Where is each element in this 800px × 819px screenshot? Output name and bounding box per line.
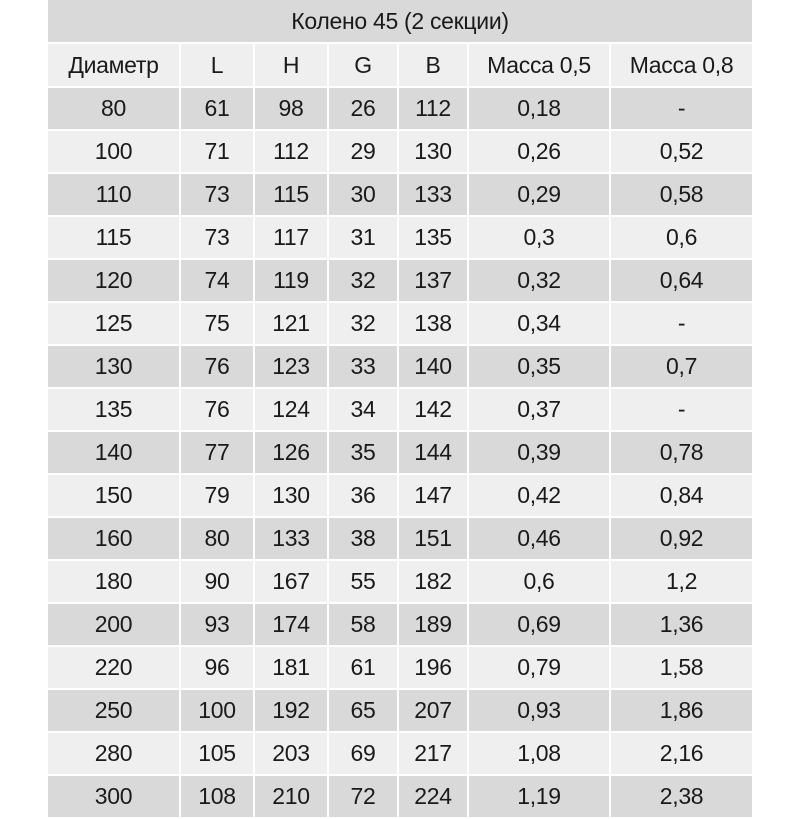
cell-mass-08: 0,64 — [610, 259, 752, 302]
cell-mass-05: 0,69 — [468, 603, 610, 646]
cell-b: 130 — [398, 130, 468, 173]
cell-l: 93 — [180, 603, 254, 646]
cell-g: 34 — [328, 388, 398, 431]
cell-mass-05: 0,34 — [468, 302, 610, 345]
table-title: Колено 45 (2 секции) — [48, 0, 752, 43]
cell-mass-08: 0,58 — [610, 173, 752, 216]
cell-mass-05: 0,26 — [468, 130, 610, 173]
cell-b: 140 — [398, 345, 468, 388]
table-row — [48, 560, 752, 603]
cell-g: 38 — [328, 517, 398, 560]
cell-b: 138 — [398, 302, 468, 345]
cell-g: 31 — [328, 216, 398, 259]
cell-l: 71 — [180, 130, 254, 173]
table-row — [48, 87, 752, 130]
cell-diameter: 300 — [48, 775, 180, 818]
cell-h: 174 — [254, 603, 328, 646]
cell-diameter: 115 — [48, 216, 180, 259]
cell-b: 142 — [398, 388, 468, 431]
cell-diameter: 160 — [48, 517, 180, 560]
cell-g: 61 — [328, 646, 398, 689]
cell-mass-05: 0,39 — [468, 431, 610, 474]
cell-mass-08: 2,16 — [610, 732, 752, 775]
cell-b: 151 — [398, 517, 468, 560]
table-row — [48, 603, 752, 646]
cell-l: 100 — [180, 689, 254, 732]
cell-h: 133 — [254, 517, 328, 560]
cell-g: 55 — [328, 560, 398, 603]
header-b: B — [398, 43, 468, 87]
table-row — [48, 646, 752, 689]
cell-mass-08: 1,58 — [610, 646, 752, 689]
cell-l: 76 — [180, 388, 254, 431]
cell-mass-05: 0,18 — [468, 87, 610, 130]
cell-mass-08: 0,52 — [610, 130, 752, 173]
cell-h: 210 — [254, 775, 328, 818]
header-l: L — [180, 43, 254, 87]
cell-h: 121 — [254, 302, 328, 345]
cell-b: 135 — [398, 216, 468, 259]
cell-b: 182 — [398, 560, 468, 603]
cell-diameter: 135 — [48, 388, 180, 431]
cell-mass-08: 0,84 — [610, 474, 752, 517]
table-row — [48, 345, 752, 388]
cell-h: 117 — [254, 216, 328, 259]
cell-h: 192 — [254, 689, 328, 732]
cell-mass-05: 0,46 — [468, 517, 610, 560]
table-header-row — [48, 43, 752, 87]
header-h: H — [254, 43, 328, 87]
cell-g: 30 — [328, 173, 398, 216]
elbow-spec-table — [48, 0, 752, 819]
cell-h: 124 — [254, 388, 328, 431]
cell-g: 26 — [328, 87, 398, 130]
cell-diameter: 140 — [48, 431, 180, 474]
cell-b: 224 — [398, 775, 468, 818]
cell-mass-05: 0,35 — [468, 345, 610, 388]
cell-l: 74 — [180, 259, 254, 302]
cell-l: 77 — [180, 431, 254, 474]
cell-b: 196 — [398, 646, 468, 689]
cell-l: 73 — [180, 173, 254, 216]
cell-diameter: 220 — [48, 646, 180, 689]
cell-mass-08: 1,86 — [610, 689, 752, 732]
cell-diameter: 110 — [48, 173, 180, 216]
cell-b: 112 — [398, 87, 468, 130]
cell-g: 35 — [328, 431, 398, 474]
spec-table-container — [48, 0, 752, 809]
header-mass-05: Масса 0,5 — [468, 43, 610, 87]
cell-mass-05: 0,6 — [468, 560, 610, 603]
cell-l: 90 — [180, 560, 254, 603]
cell-mass-08: 0,92 — [610, 517, 752, 560]
cell-b: 207 — [398, 689, 468, 732]
cell-mass-08: - — [610, 388, 752, 431]
cell-diameter: 150 — [48, 474, 180, 517]
table-row — [48, 517, 752, 560]
table-row — [48, 431, 752, 474]
cell-l: 80 — [180, 517, 254, 560]
cell-h: 115 — [254, 173, 328, 216]
cell-l: 73 — [180, 216, 254, 259]
table-row — [48, 302, 752, 345]
cell-g: 65 — [328, 689, 398, 732]
cell-mass-05: 0,42 — [468, 474, 610, 517]
header-diameter: Диаметр — [48, 43, 180, 87]
cell-mass-05: 1,08 — [468, 732, 610, 775]
cell-h: 123 — [254, 345, 328, 388]
cell-b: 217 — [398, 732, 468, 775]
table-row — [48, 388, 752, 431]
cell-g: 36 — [328, 474, 398, 517]
table-row — [48, 173, 752, 216]
cell-diameter: 200 — [48, 603, 180, 646]
table-row — [48, 474, 752, 517]
cell-b: 189 — [398, 603, 468, 646]
cell-h: 98 — [254, 87, 328, 130]
cell-h: 203 — [254, 732, 328, 775]
cell-mass-08: 0,78 — [610, 431, 752, 474]
table-body — [48, 87, 752, 818]
cell-mass-08: 1,2 — [610, 560, 752, 603]
cell-g: 32 — [328, 259, 398, 302]
cell-h: 112 — [254, 130, 328, 173]
cell-diameter: 280 — [48, 732, 180, 775]
header-g: G — [328, 43, 398, 87]
cell-h: 130 — [254, 474, 328, 517]
cell-l: 79 — [180, 474, 254, 517]
table-title-row — [48, 0, 752, 43]
cell-b: 137 — [398, 259, 468, 302]
cell-diameter: 180 — [48, 560, 180, 603]
cell-mass-05: 0,29 — [468, 173, 610, 216]
cell-l: 108 — [180, 775, 254, 818]
cell-mass-05: 0,79 — [468, 646, 610, 689]
cell-mass-05: 0,37 — [468, 388, 610, 431]
table-row — [48, 775, 752, 818]
cell-l: 105 — [180, 732, 254, 775]
cell-diameter: 130 — [48, 345, 180, 388]
cell-h: 181 — [254, 646, 328, 689]
cell-mass-08: 1,36 — [610, 603, 752, 646]
cell-mass-08: 0,7 — [610, 345, 752, 388]
cell-g: 33 — [328, 345, 398, 388]
cell-diameter: 250 — [48, 689, 180, 732]
cell-b: 144 — [398, 431, 468, 474]
table-row — [48, 216, 752, 259]
cell-g: 58 — [328, 603, 398, 646]
table-row — [48, 732, 752, 775]
table-row — [48, 130, 752, 173]
cell-mass-05: 0,32 — [468, 259, 610, 302]
cell-l: 96 — [180, 646, 254, 689]
cell-diameter: 80 — [48, 87, 180, 130]
cell-diameter: 100 — [48, 130, 180, 173]
cell-diameter: 125 — [48, 302, 180, 345]
cell-mass-05: 0,3 — [468, 216, 610, 259]
cell-l: 76 — [180, 345, 254, 388]
cell-b: 133 — [398, 173, 468, 216]
cell-mass-08: 2,38 — [610, 775, 752, 818]
cell-diameter: 120 — [48, 259, 180, 302]
cell-g: 29 — [328, 130, 398, 173]
cell-mass-05: 1,19 — [468, 775, 610, 818]
cell-mass-08: - — [610, 302, 752, 345]
cell-mass-08: 0,6 — [610, 216, 752, 259]
table-row — [48, 259, 752, 302]
cell-l: 61 — [180, 87, 254, 130]
cell-h: 119 — [254, 259, 328, 302]
cell-h: 167 — [254, 560, 328, 603]
cell-g: 72 — [328, 775, 398, 818]
cell-mass-08: - — [610, 87, 752, 130]
cell-h: 126 — [254, 431, 328, 474]
table-row — [48, 689, 752, 732]
header-mass-08: Масса 0,8 — [610, 43, 752, 87]
cell-l: 75 — [180, 302, 254, 345]
cell-mass-05: 0,93 — [468, 689, 610, 732]
cell-b: 147 — [398, 474, 468, 517]
cell-g: 69 — [328, 732, 398, 775]
cell-g: 32 — [328, 302, 398, 345]
